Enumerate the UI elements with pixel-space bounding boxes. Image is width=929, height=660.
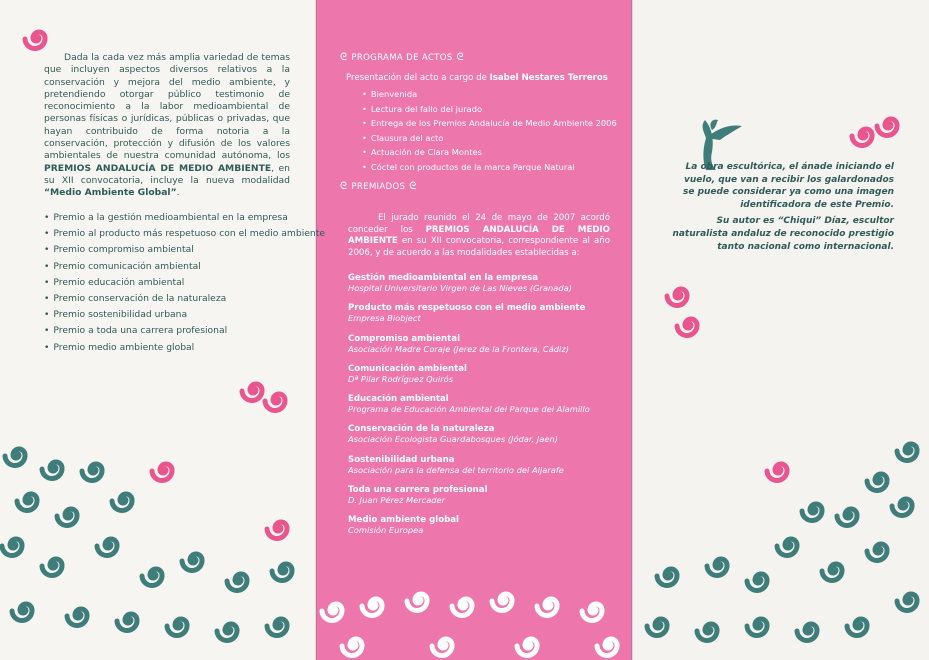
winner-name: Programa de Educación Ambiental del Parque del Alamillo (348, 404, 590, 415)
winner-entry (348, 394, 618, 424)
intro-awards-name: PREMIOS ANDALUCÍA DE MEDIO AMBIENTE (44, 162, 272, 174)
intro-text-2: , en su XII convocatoria, incluye la nueva modalidad (44, 162, 290, 186)
spiral-ornament-icon: ᘓ (409, 181, 417, 192)
awards-list (44, 210, 325, 356)
winner-entry (348, 515, 618, 545)
jury-text-1: El jurado reunido el 24 de mayo de 2007 acordó conceder los (348, 213, 610, 235)
winner-entry (348, 455, 618, 485)
list-item: • Premio sostenibilidad urbana (44, 307, 325, 323)
winner-entry (348, 364, 618, 394)
list-item: • Entrega de los Premios Andalucía de Medio Ambiente 2006 (362, 116, 617, 131)
winner-name: Asociación para la defensa del territorio del Aljarafe (348, 464, 564, 475)
jury-awards-name: PREMIOS ANDALUCÍA DE MEDIO AMBIENTE (348, 224, 610, 247)
author-paragraph: Su autor es “Chiqui” Díaz, escultor naturalista andaluz de reconocido prestigio tanto nacional como internacional. (672, 216, 894, 252)
sculpture-description (672, 161, 894, 257)
spiral-ornament-icon: ᘓ (456, 52, 464, 63)
winner-category: Conservación de la naturaleza (348, 424, 495, 435)
premiados-heading-text: PREMIADOS (351, 181, 406, 192)
intro-text-1: Dada la cada vez más amplia variedad de temas que incluyen aspectos diversos relativos a la conservación y mejora del medio ambiente, y pretendiendo otorgar público testimonio de reconocimiento a la labor medioambiental de personas físicas o jurídicas, públicas o privadas, que hayan contribuido de forma notoria a la conservación, protección y difusión de los valores ambientales de nuestra comunidad autónoma, los (44, 52, 290, 162)
spiral-ornament-icon: ᘓ (340, 52, 348, 63)
sculpture-paragraph: La obra escultórica, el ánade iniciando el vuelo, que van a recibir los galardonados se puede considerar ya como una imagen identificadora de este Premio. (682, 162, 894, 210)
list-item: • Lectura del fallo del jurado (362, 102, 617, 117)
list-item: • Premio conservación de la naturaleza (44, 291, 325, 307)
list-item: • Cóctel con productos de la marca Parque Natural (362, 160, 617, 175)
presentation-name: Isabel Nestares Terreros (489, 73, 608, 83)
winner-category: Sostenibilidad urbana (348, 454, 455, 465)
list-item: • Bienvenida (362, 87, 617, 102)
spiral-ornament-icon: ᘓ (340, 181, 348, 192)
winner-entry (348, 424, 618, 454)
intro-new-modality: “Medio Ambiente Global” (44, 187, 177, 199)
presentation-line (346, 73, 608, 83)
winner-name: Empresa Biobject (348, 313, 421, 324)
winner-entry (348, 273, 618, 303)
winners-list (348, 273, 618, 546)
winner-name: D. Juan Pérez Mercader (348, 495, 446, 506)
intro-paragraph (44, 52, 290, 200)
jury-paragraph (348, 213, 610, 259)
winner-category: Medio ambiente global (348, 515, 459, 526)
list-item: • Premio educación ambiental (44, 275, 325, 291)
list-item: • Premio medio ambiente global (44, 340, 325, 356)
programa-list (362, 87, 617, 175)
list-item: • Premio a toda una carrera profesional (44, 323, 325, 339)
winner-category: Toda una carrera profesional (348, 485, 488, 496)
winner-category: Gestión medioambiental en la empresa (348, 273, 539, 283)
winner-name: Comisión Europea (348, 525, 424, 536)
winner-entry (348, 303, 618, 333)
winner-name: Dª Pilar Rodríguez Quirós (348, 373, 454, 384)
presentation-prefix: Presentación del acto a cargo de (346, 73, 490, 83)
winner-category: Producto más respetuoso con el medio ambiente (348, 303, 586, 314)
programa-heading (340, 52, 464, 63)
list-item: • Premio comunicación ambiental (44, 259, 325, 275)
list-item: • Premio al producto más respetuoso con el medio ambiente (44, 226, 325, 242)
jury-text-2: en su XII convocatoria, correspondiente al año 2006, y de acuerdo a las modalidades establecidas a: (348, 236, 610, 258)
winner-category: Educación ambiental (348, 394, 449, 405)
winner-name: Asociación Ecologista Guardabosques (Jódar, Jaen) (348, 434, 558, 445)
premiados-heading (340, 181, 417, 192)
winner-entry (348, 485, 618, 515)
list-item: • Actuación de Clara Montes (362, 145, 617, 160)
winner-category: Compromiso ambiental (348, 333, 461, 344)
winner-name: Asociación Madre Coraje (Jerez de la Frontera, Cádiz) (348, 343, 569, 354)
winner-entry (348, 334, 618, 364)
list-item: • Premio a la gestión medioambiental en la empresa (44, 210, 325, 226)
winner-name: Hospital Universitario Virgen de Las Nieves (Granada) (348, 283, 572, 293)
list-item: • Premio compromiso ambiental (44, 242, 325, 258)
winner-category: Comunicación ambiental (348, 363, 467, 374)
intro-text-3: . (176, 187, 180, 199)
list-item: • Clausura del acto (362, 131, 617, 146)
programa-heading-text: PROGRAMA DE ACTOS (351, 52, 453, 63)
